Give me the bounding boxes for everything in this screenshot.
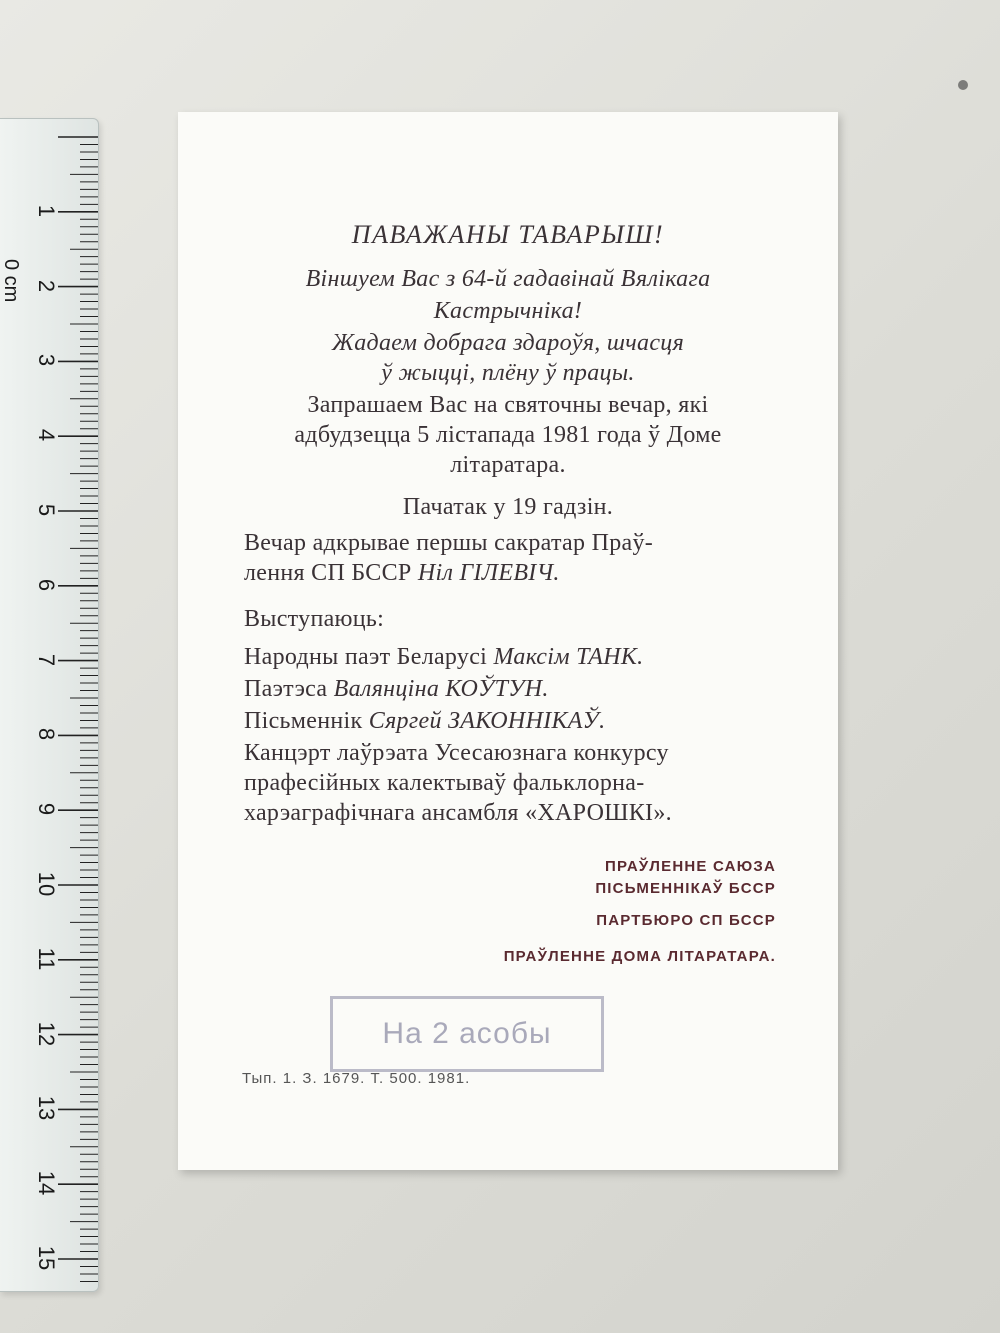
invite-line-1: Запрашаем Вас на святочны вечар, які [307,392,709,418]
speaker-2 [244,676,549,703]
organizer-3: ПРАЎЛЕННЕ ДОМА ЛІТАРАТАРА. [503,948,776,965]
invitation-card [178,112,838,1170]
opener-line-2-prefix: лення СП БССР [244,560,418,586]
admission-stamp: На 2 асобы [330,996,604,1072]
ruler-number: 13 [34,1096,59,1121]
concert-line-2: прафесійных калектываў фальклорна- [244,770,645,796]
ruler-number: 12 [34,1021,59,1046]
invite-line-3: літаратара. [450,452,566,478]
opener-line-2 [244,560,560,587]
concert-line-1: Канцэрт лаўрэата Усесаюзнага конкурсу [244,740,669,766]
ruler-number: 10 [34,871,59,897]
speaker-1 [244,644,643,671]
opener-name: Ніл ГІЛЕВІЧ. [417,560,560,586]
ruler-number: 11 [34,947,59,971]
ruler-number: 3 [34,354,59,367]
print-info: Тып. 1. З. 1679. Т. 500. 1981. [242,1070,471,1087]
greeting-line-2: Кастрычніка! [433,298,583,324]
wish-line-2: ў жыцці, плёну ў працы. [381,360,635,386]
speaker-3-role: Пісьменнік [244,708,369,734]
start-time: Пачатак у 19 гадзін. [402,494,614,520]
greeting-line-1: Віншуем Вас з 64-й гадавінай Вялікага [305,266,711,292]
ruler-number: 4 [34,429,59,442]
invite-line-2: адбудзецца 5 лістапада 1981 года ў Доме [294,422,722,448]
speaker-3 [244,708,605,735]
ruler-number: 15 [34,1245,59,1271]
dust-speck [958,80,968,90]
speaker-2-name: Валянціна КОЎТУН. [333,676,549,702]
card-heading: ПАВАЖАНЫ ТАВАРЫШ! [351,220,665,249]
ruler-number: 7 [34,653,59,666]
speaker-3-name: Сяргей ЗАКОННІКАЎ. [368,708,606,734]
invitation-text [178,112,838,1170]
ruler [0,118,99,1292]
ruler-number: 2 [34,279,59,292]
ruler-number: 6 [34,578,59,591]
organizer-2: ПАРТБЮРО СП БССР [596,912,776,929]
ruler-number: 9 [34,803,59,816]
ruler-number: 5 [34,503,59,517]
speakers-title: Выступаюць: [244,606,385,632]
speaker-2-role: Паэтэса [244,676,334,702]
speaker-1-role: Народны паэт Беларусі [244,644,494,670]
organizer-1-line-2: ПІСЬМЕННІКАЎ БССР [595,880,776,897]
speaker-1-name: Максім ТАНК. [493,644,644,670]
ruler-unit-label: 0 cm [0,259,22,303]
concert-line-3: харэаграфічнага ансамбля «ХАРОШКІ». [244,800,672,826]
opener-line-1: Вечар адкрывае першы сакратар Праў- [244,530,654,556]
ruler-number: 1 [34,204,59,217]
wish-line-1: Жадаем добрага здароўя, шчасця [331,330,685,356]
ruler-number: 14 [34,1170,59,1196]
ruler-number: 8 [34,728,59,741]
organizer-1-line-1: ПРАЎЛЕННЕ САЮЗА [605,858,776,875]
